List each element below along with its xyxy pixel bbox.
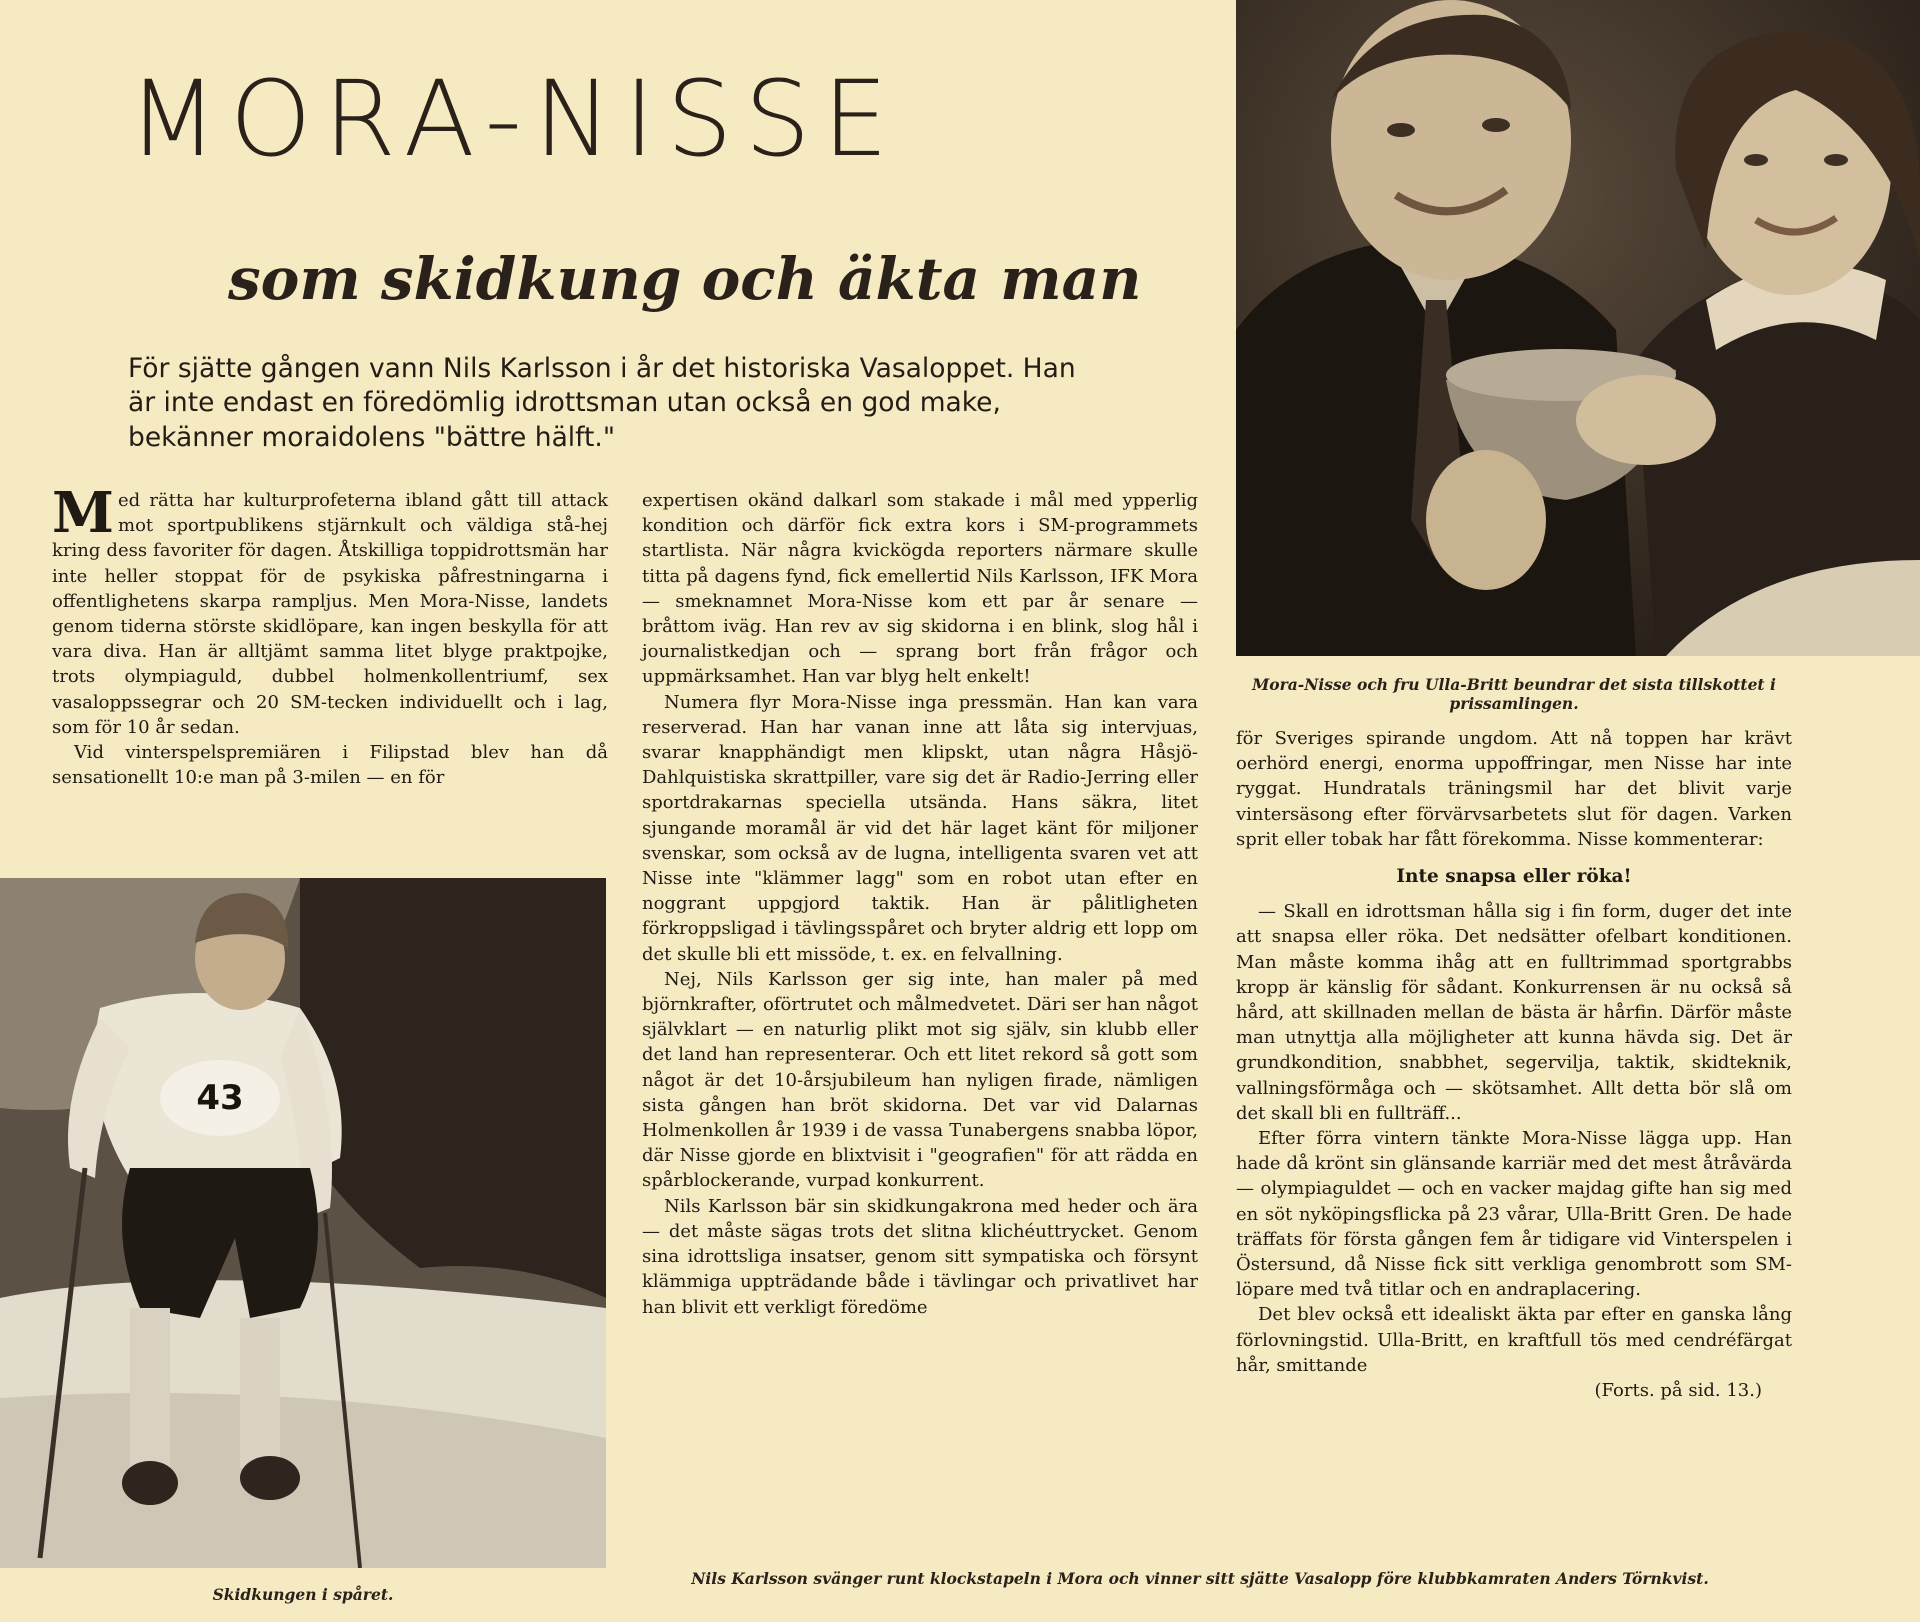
- skier-photo-illustration: [0, 878, 606, 1568]
- couple-photo-caption: Mora-Nisse och fru Ulla-Britt beundrar det sista tillskottet i prissamlingen.: [1252, 675, 1776, 714]
- column-3-paragraph: för Sveriges spirande ungdom. Att nå toppen har krävt oerhörd energi, enorma uppoffringar, men Nisse har inte ryggat. Hundratals träningsmil har det blivit varje vintersäsong efter förvärvsarbetets slut för dagen. Varken sprit eller tobak har fått förekomma. Nisse kommenterar:: [1236, 728, 1792, 850]
- column-3-paragraph: Det blev också ett idealiskt äkta par efter en ganska lång förlovningstid. Ulla-Britt, en kraftfull tös med cendréfärgat hår, smittande: [1236, 1304, 1792, 1376]
- skier-photo-caption: Skidkungen i spåret.: [212, 1585, 394, 1604]
- column-2-paragraph: Nej, Nils Karlsson ger sig inte, han maler på med björnkrafter, oförtrutet och målmedvetet. Däri ser han något självklart — en naturlig plikt mot sig själv, sin klubb eller det land han representerar. Och ett litet rekord så gott som något är det 10-årsjubileum han nyligen firade, nämligen sista gången han bröt skidorna. Det var vid Dalarnas Holmenkollen år 1939 i de vassa Tunabergens snabba löpor, där Nisse gjorde en blixtvisit i "geografien" för att rädda en spårblockerande, vurpad konkurrent.: [642, 968, 1198, 1192]
- column-3-subheading: Inte snapsa eller röka!: [1396, 866, 1632, 888]
- column-3-paragraph: — Skall en idrottsman hålla sig i fin form, duger det inte att snapsa eller röka. Det nedsätter ofelbart konditionen. Man måste komma ihåg att en fulltrimmad sportgrabbs kropp är känslig för sådant. Konkurrensen är nu också så hård, att skillnaden mellan de bästa är hårfin. Därför måste man utnyttja alla möjligheter att kunna hävda sig. Det är grundkondition, snabbhet, segervilja, taktik, skidteknik, vallningsförmåga och — skötsamhet. Allt detta bör slå om det skall bli en fullträff...: [1236, 901, 1792, 1124]
- continued-note: (Forts. på sid. 13.): [1594, 1380, 1762, 1402]
- skier-photo: [0, 878, 606, 1568]
- column-3-paragraph: Efter förra vintern tänkte Mora-Nisse lägga upp. Han hade då krönt sin glänsande karriär med det mest åtråvärda — olympiaguldet — och en vacker majdag gifte han sig med en söt nyköpingsflicka på 23 vårar, Ulla-Britt Gren. De hade träffats för första gången fem år tidigare vid Vinterspelen i Östersund, då Nisse fick sitt verkliga genombrott som SM-löpare med två titlar och en andraplacering.: [1236, 1128, 1792, 1301]
- dropcap-letter: M: [52, 480, 114, 546]
- article-subtitle: som skidkung och äkta man: [228, 245, 1142, 313]
- couple-photo: [1236, 0, 1920, 656]
- article-lead: För sjätte gången vann Nils Karlsson i år det historiska Vasaloppet. Han är inte endast en föredömlig idrottsman utan också en god make, bekänner moraidolens "bättre hälft.": [128, 353, 1076, 453]
- column-1-paragraph: Med rätta har kulturprofeterna ibland gått till attack mot sportpublikens stjärnkult och väldiga stå-hej kring dess favoriter för dagen. Åtskilliga toppidrottsmän har inte heller stoppat för de psykiska påfrestningarna i offentlighetens skarpa rampljus. Men Mora-Nisse, landets genom tiderna störste skidlöpare, kan ingen beskylla för att vara diva. Han är alltjämt samma litet blyge praktpojke, trots olympiaguld, dubbel holmenkollentriumf, sex vasaloppssegrar och 20 SM-tecken individuellt och i lag, som för 10 år sedan.: [52, 480, 608, 738]
- column-2-paragraph: expertisen okänd dalkarl som stakade i mål med ypperlig kondition och därför fick extra kors i SM-programmets startlista. När några kvickögda reporters närmare skulle titta på dagens fynd, fick emellertid Nils Karlsson, IFK Mora — smeknamnet Mora-Nisse kom ett par år senare — bråttom iväg. Han rev av sig skidorna i en blink, slog hål i journalistkedjan och — sprang bort från frågor och uppmärksamhet. Han var blyg helt enkelt!: [642, 490, 1198, 688]
- article-title: MORA-NISSE: [128, 58, 901, 180]
- column-1-paragraph: Vid vinterspelspremiären i Filipstad blev han då sensationellt 10:e man på 3-milen — en för: [52, 742, 608, 789]
- column-1: [52, 480, 608, 790]
- column-2-paragraph: Nils Karlsson bär sin skidkungakrona med heder och ära — det måste sägas trots det slitna klichéuttrycket. Genom sina idrottsliga insatser, genom sitt sympatiska och försynt klämmiga uppträdande både i tävlingar och privatlivet har han blivit ett verkligt föredöme: [642, 1195, 1198, 1318]
- column-2: [642, 488, 1198, 1320]
- couple-photo-illustration: [1236, 0, 1920, 656]
- bottom-photo-caption: Nils Karlsson svänger runt klockstapeln i Mora och vinner sitt sjätte Vasalopp före klubbkamraten Anders Törnkvist.: [691, 1569, 1709, 1588]
- skier-bib-number: 43: [196, 1078, 244, 1118]
- column-2-paragraph: Numera flyr Mora-Nisse inga pressmän. Han kan vara reserverad. Han har vanan inne att låta sig intervjuas, svarar knapphändigt men klipskt, utan några Håsjö-Dahlquistiska skrattpiller, vare sig det är Radio-Jerring eller sportdrakarnas speciella utsända. Hans säkra, litet sjungande moramål är vid det här laget känt för miljoner svenskar, som också av de lugna, intelligenta svaren vet att Nisse inte "klämmer lagg" som en robot utan efter en noggrant uppgjord taktik. Han är pålitligheten förkroppsligad i tävlingsspåret och bryter aldrig ett lopp om det skulle bli ett missöde, t. ex. en felvallning.: [642, 691, 1198, 965]
- column-3: [1236, 726, 1792, 1403]
